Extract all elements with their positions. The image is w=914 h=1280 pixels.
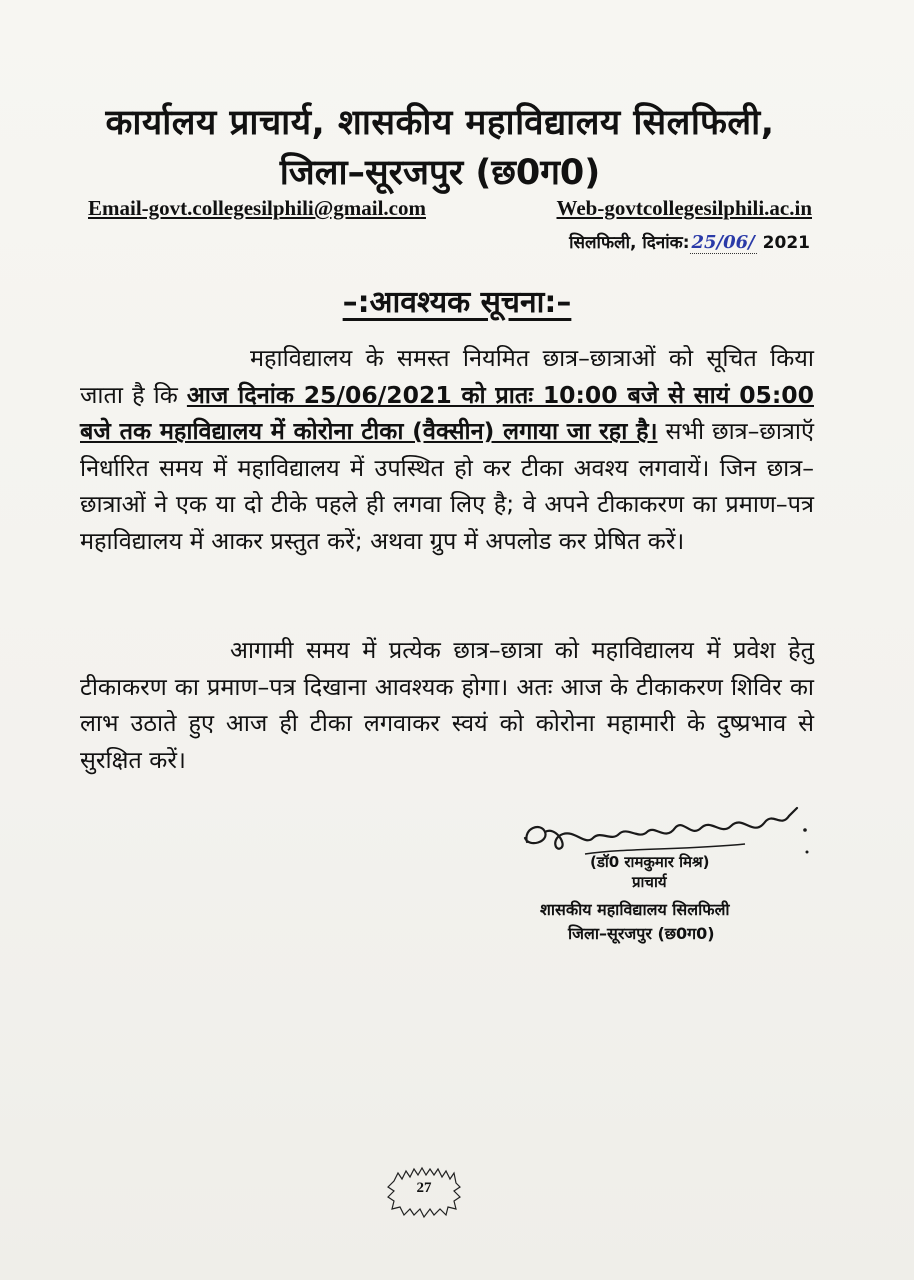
date-line: सिलफिली, दिनांक: 25/06/ 2021 bbox=[569, 232, 810, 253]
date-year: 2021 bbox=[762, 233, 810, 253]
office-title: कार्यालय प्राचार्य, शासकीय महाविद्यालय सिलफिली, bbox=[105, 103, 775, 143]
notice-paragraph-2 bbox=[80, 632, 814, 778]
vaccination-schedule-highlight: आज दिनांक 25/06/2021 को प्रातः 10:00 बजे से सायं 05:00 बजे तक महाविद्यालय में कोरोना टीका (वैक्सीन) लगाया जा रहा है। bbox=[80, 380, 814, 445]
notice-paragraph-1 bbox=[80, 340, 814, 559]
paragraph-1-end: सभी छात्र–छात्राऍ निर्धारित समय में महाविद्यालय में उपस्थित हो कर टीका अवश्य लगवायें। जिन छात्र–छात्राओं ने एक या दो टीके पहले ही लगवा लिए है; वे अपने टीकाकरण का प्रमाण–पत्र महाविद्यालय में आकर प्रस्तुत करें; अथवा ग्रुप में अपलोड कर प्रेषित करें। bbox=[80, 417, 814, 555]
date-prefix: सिलफिली, दिनांक bbox=[569, 233, 683, 253]
handwritten-date: 25/06/ bbox=[691, 232, 755, 253]
signatory-name: (डॉ0 रामकुमार मिश्र) bbox=[590, 853, 710, 871]
website-address: Web-govtcollegesilphili.ac.in bbox=[556, 196, 812, 220]
notice-heading: –:आवश्यक सूचना:– bbox=[342, 285, 572, 320]
signatory-district: जिला–सूरजपुर (छ0ग0) bbox=[568, 924, 715, 943]
paragraph-2-text: आगामी समय में प्रत्येक छात्र–छात्रा को महाविद्यालय में प्रवेश हेतु टीकाकरण का प्रमाण–पत्र दिखाना आवश्यक होगा। अतः आज के टीकाकरण शिविर का लाभ उठाते हुए आज ही टीका लगवाकर स्वयं को कोरोना महामारी के दुष्प्रभाव से सुरक्षित करें। bbox=[80, 636, 814, 774]
paragraph-1-start: महाविद्यालय के समस्त नियमित छात्र–छात्राओं को सूचित किया जाता है कि bbox=[80, 344, 814, 409]
page-number: 27 bbox=[416, 1180, 432, 1196]
signatory-college: शासकीय महाविद्यालय सिलफिली bbox=[540, 900, 730, 919]
signatory-designation: प्राचार्य bbox=[632, 873, 667, 891]
contact-line bbox=[88, 196, 812, 221]
office-district: जिला–सूरजपुर (छ0ग0) bbox=[279, 153, 601, 193]
email-address: Email-govt.collegesilphili@gmail.com bbox=[88, 196, 426, 220]
